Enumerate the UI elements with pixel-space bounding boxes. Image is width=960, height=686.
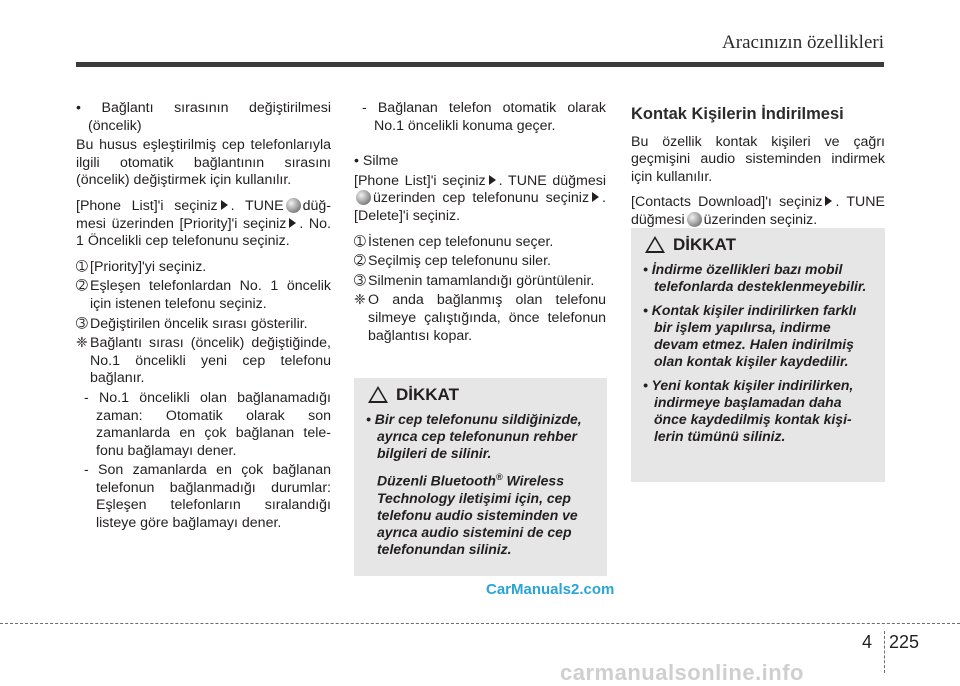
paragraph-intro: Bu husus eşleştirilmiş cep telefonlarıyla ilgili otomatik bağlantının sırasını (öncelik) değiştirmek için kullanılır. [76, 137, 331, 189]
instr-text-1: [Contacts Download]'ı seçiniz [631, 194, 823, 211]
step-marker: ➁ [76, 278, 88, 295]
caution-item: • Bir cep telefonunu sildiğinizde, ayrıca cep telefonunun rehber bilgileri de silinir. [366, 411, 582, 461]
column-2 [354, 100, 606, 347]
bullet-heading-priority: • Bağlantı sırasının değiştirilmesi (öncelik) [76, 100, 331, 134]
caution-item: • Yeni kontak kişiler indirilirken, indirmeye başlamadan daha önce kaydedilmiş kontak kişilerin tümünü siliniz. [643, 377, 854, 444]
registered-mark: ® [496, 472, 503, 482]
arrow-right-icon [489, 175, 496, 185]
caution-title: DİKKAT [673, 235, 736, 254]
caution-paragraph [366, 469, 595, 558]
caution-header [366, 386, 595, 403]
chapter-number: 4 [862, 632, 873, 652]
footer-divider [884, 631, 885, 673]
caution-text-1: Düzenli Bluetooth [377, 472, 496, 489]
step-text: Seçilmiş cep telefonunu siler. [368, 253, 551, 270]
paragraph-instructions [76, 198, 331, 251]
step-text: İstenen cep telefonunu seçer. [368, 233, 554, 250]
footer-watermark: carmanualsonline.info [560, 660, 804, 685]
header-rule [76, 62, 884, 67]
arrow-right-icon [221, 200, 228, 210]
delete-step-3 [354, 273, 606, 291]
column-3 [631, 100, 885, 238]
step-marker: ➁ [354, 253, 366, 270]
footer-rule [0, 623, 960, 624]
step-marker: ➀ [354, 233, 366, 250]
instr-text-3: düğmesi üzerinden [Priority]'i seçiniz [76, 197, 331, 232]
note-marker: ❈ [76, 335, 88, 352]
delete-step-1 [354, 234, 606, 252]
paragraph-contacts-intro: Bu özellik kontak kişileri ve çağrı geçmişini audio sisteminden indirmek için kullanılır. [631, 133, 885, 185]
caution-item: • İndirme özellikleri bazı mobil telefonlarda desteklenmeyebilir. [643, 261, 867, 294]
caution-box-download [631, 228, 885, 482]
column-1 [76, 100, 331, 535]
note-text: O anda bağlanmış olan telefonu silmeye çalıştığında, önce telefonun bağlantısı kopar. [368, 292, 606, 344]
delete-note [354, 292, 606, 345]
page-number: 225 [889, 632, 920, 652]
caution-header [643, 236, 873, 253]
dash-item-1: - No.1 öncelikli olan bağlanamadığı zaman: Otomatik olarak son zamanlarda en çok bağlanan telefonu bağlamayı dener. [84, 389, 331, 459]
step-text: Eşleşen telefonlardan No. 1 öncelik için istenen telefonu seçiniz. [90, 278, 331, 312]
paragraph-contacts-instructions [631, 194, 885, 229]
delete-step-2 [354, 253, 606, 271]
instr-text-2: . TUNE düğmesi [498, 172, 606, 189]
dash-item-3: - Bağlanan telefon otomatik olarak No.1 öncelikli konuma geçer. [362, 100, 606, 134]
header-title: Aracınızın özellikleri [722, 32, 884, 53]
step-marker: ➂ [354, 272, 366, 289]
step-text: Silmenin tamamlandığı görüntülenir. [368, 272, 595, 289]
arrow-right-icon [825, 196, 832, 206]
instr-text-4: . No. 1 Öncelikli cep telefonunu seçiniz. [76, 215, 331, 250]
note [76, 335, 331, 388]
tune-knob-icon [687, 212, 702, 227]
instr-text-4: . [Delete]'i seçiniz. [354, 190, 606, 224]
paragraph-delete-instructions [354, 173, 606, 226]
instr-text-1: [Phone List]'i seçiniz [76, 197, 218, 214]
bullet-heading-delete: • Silme [354, 153, 399, 170]
caution-text-2: Wireless Technology iletişimi için, cep telefonu audio sisteminden ve ayrıca audio sistemini de cep telefonundan siliniz. [377, 472, 578, 557]
instr-text-3: üzerinden cep telefonunu seçiniz [373, 190, 590, 207]
step-1 [76, 259, 331, 277]
step-marker: ➀ [76, 258, 88, 275]
step-2 [76, 278, 331, 313]
arrow-right-icon [592, 192, 599, 202]
tune-knob-icon [356, 190, 371, 205]
step-text: Değiştirilen öncelik sırası gösterilir. [90, 315, 308, 332]
note-marker: ❈ [354, 292, 366, 309]
arrow-right-icon [289, 218, 296, 228]
dash-item-2: - Son zamanlarda en çok bağlanan telefonun bağlanmadığı durumlar: Eşleşen telefonların sıralandığı listeye göre bağlamayı dener. [84, 462, 331, 532]
watermark-link[interactable]: CarManuals2.com [486, 581, 615, 598]
caution-title: DİKKAT [396, 385, 459, 404]
step-3 [76, 316, 331, 334]
instr-text-2: . TUNE düğmesi [631, 194, 885, 228]
caution-box-delete [354, 378, 607, 576]
instr-text-1: [Phone List]'i seçiniz [354, 172, 486, 189]
step-text: [Priority]'yi seçiniz. [90, 258, 207, 275]
step-marker: ➂ [76, 315, 88, 332]
instr-text-3: üzerinden seçiniz. [703, 211, 818, 228]
note-text: Bağlantı sırası (öncelik) değiştiğinde, No.1 öncelikli yeni cep telefonu bağlanır. [90, 335, 331, 387]
warning-triangle-icon: ! [368, 386, 388, 403]
caution-item: • Kontak kişiler indirilirken farklı bir işlem yapılırsa, indirme devam etmez. Halen indirilmiş olan kontak kişiler kaydedilir. [643, 302, 857, 369]
warning-triangle-icon: ! [645, 236, 665, 253]
section-heading: Kontak Kişilerin İndirilmesi [631, 105, 844, 123]
tune-knob-icon [286, 198, 301, 213]
instr-text-2: . TUNE [230, 197, 284, 214]
